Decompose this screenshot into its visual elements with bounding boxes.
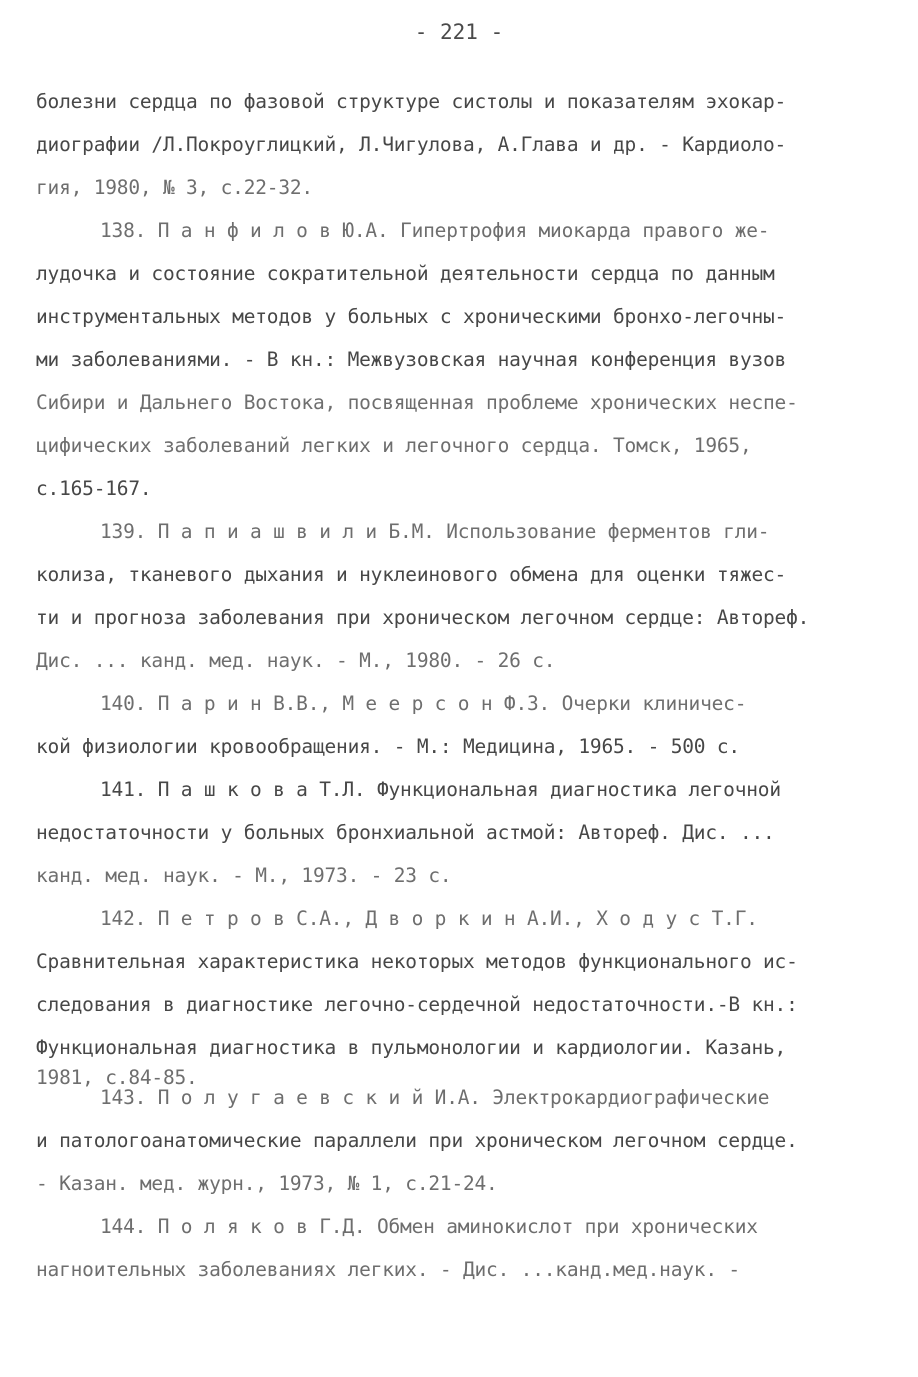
reference-142-line: 142. П е т р о в С.А., Д в о р к и н А.И., Х о д у с Т.Г. <box>100 907 758 930</box>
text-line: Сравнительная характеристика некоторых методов функционального ис- <box>36 950 798 973</box>
text-line: нагноительных заболеваниях легких. - Дис. ...канд.мед.наук. - <box>36 1258 740 1281</box>
reference-141-line: 141. П а ш к о в а Т.Л. Функциональная диагностика легочной <box>100 778 781 801</box>
text-line: ми заболеваниями. - В кн.: Межвузовская научная конференция вузов <box>36 348 787 371</box>
text-line: следования в диагностике легочно-сердечной недостаточности.-В кн.: <box>36 993 798 1016</box>
text-line: лудочка и состояние сократительной деятельности сердца по данным <box>36 262 775 285</box>
reference-140-line: 140. П а р и н В.В., М е е р с о н Ф.З. Очерки клиничес- <box>100 692 747 715</box>
text-line: колиза, тканевого дыхания и нуклеинового обмена для оценки тяжес- <box>36 563 787 586</box>
text-line: Сибири и Дальнего Востока, посвященная проблеме хронических неспе- <box>36 391 798 414</box>
reference-143-line: 143. П о л у г а е в с к и й И.А. Электрокардиографические <box>100 1086 770 1109</box>
text-line: гия, 1980, № 3, с.22-32. <box>36 176 313 199</box>
text-line: кой физиологии кровообращения. - М.: Медицина, 1965. - 500 с. <box>36 735 740 758</box>
text-line: Функциональная диагностика в пульмонологии и кардиологии. Казань, <box>36 1036 787 1059</box>
text-line: недостаточности у больных бронхиальной астмой: Автореф. Дис. ... <box>36 821 775 844</box>
text-line: и патологоанатомические параллели при хроническом легочном сердце. <box>36 1129 798 1152</box>
text-line: канд. мед. наук. - М., 1973. - 23 с. <box>36 864 452 887</box>
reference-139-line: 139. П а п и а ш в и л и Б.М. Использование ферментов гли- <box>100 520 770 543</box>
reference-138-line: 138. П а н ф и л о в Ю.А. Гипертрофия миокарда правого же- <box>100 219 770 242</box>
text-line: цифических заболеваний легких и легочного сердца. Томск, 1965, <box>36 434 752 457</box>
text-line: диографии /Л.Покроуглицкий, Л.Чигулова, А.Глава и др. - Кардиоло- <box>36 133 787 156</box>
page-number: - 221 - <box>414 20 504 44</box>
text-line: 1981, с.84-85. <box>36 1066 198 1089</box>
reference-144-line: 144. П о л я к о в Г.Д. Обмен аминокислот при хронических <box>100 1215 758 1238</box>
text-line: болезни сердца по фазовой структуре систолы и показателям эхокар- <box>36 90 787 113</box>
text-line: инструментальных методов у больных с хроническими бронхо-легочны- <box>36 305 787 328</box>
text-line: - Казан. мед. журн., 1973, № 1, с.21-24. <box>36 1172 498 1195</box>
text-line: с.165-167. <box>36 477 152 500</box>
text-line: ти и прогноза заболевания при хроническом легочном сердце: Автореф. <box>36 606 810 629</box>
text-line: Дис. ... канд. мед. наук. - М., 1980. - 26 с. <box>36 649 556 672</box>
